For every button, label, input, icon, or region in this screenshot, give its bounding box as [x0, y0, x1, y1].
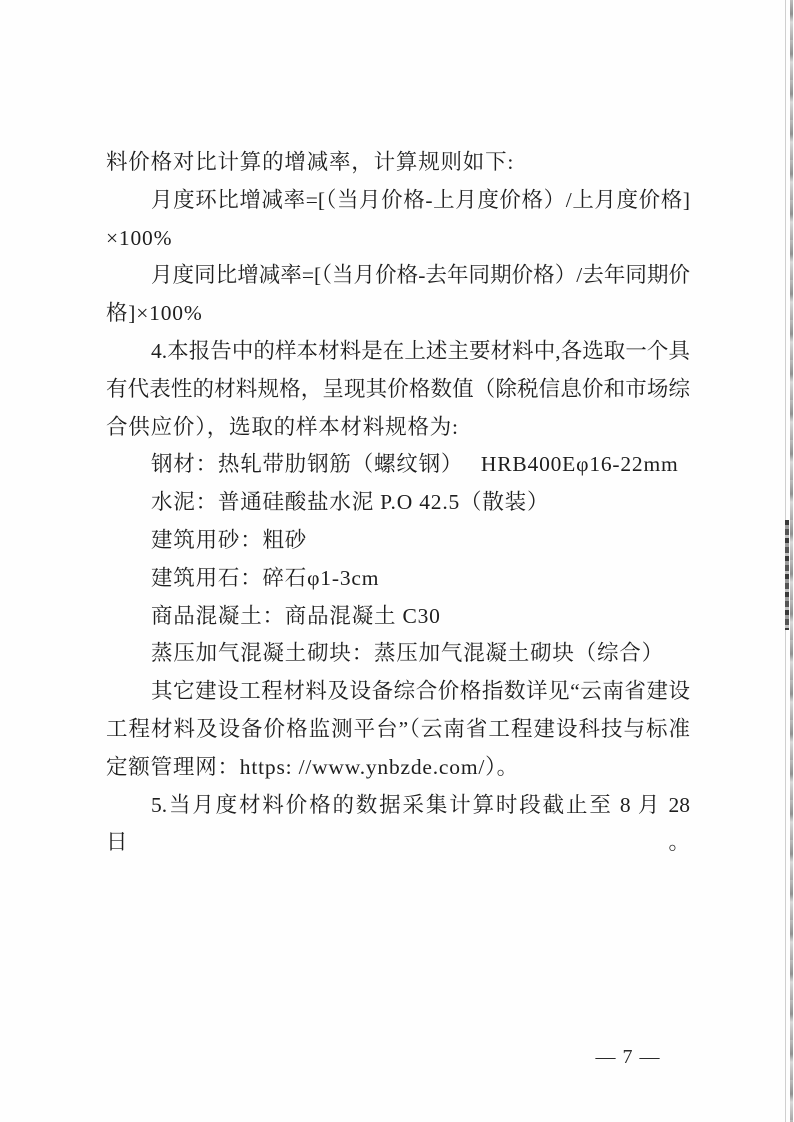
scan-edge-artifact	[790, 0, 793, 1122]
material-spec-line: 蒸压加气混凝土砌块：蒸压加气混凝土砌块（综合）	[151, 641, 664, 666]
formula-line: 格]×100%	[106, 301, 203, 326]
paragraph-line: 4.本报告中的样本材料是在上述主要材料中,各选取一个具	[151, 338, 690, 363]
page-number: — 7 —	[595, 1046, 661, 1068]
material-spec-line: 水泥：普通硅酸盐水泥 P.O 42.5（散装）	[151, 490, 550, 515]
paragraph-line: 料价格对比计算的增减率，计算规则如下:	[106, 150, 515, 174]
formula-line: 月度环比增减率=[（当月价格-上月度价格）/上月度价格]	[151, 187, 690, 212]
paragraph-line: 其它建设工程材料及设备综合价格指数详见“云南省建设	[151, 679, 690, 704]
paragraph-line: 合供应价），选取的样本材料规格为:	[106, 414, 459, 439]
paragraph-line: 5.当月度材料价格的数据采集计算时段截止至 8 月 28 日。	[106, 792, 690, 855]
material-spec-line: 建筑用砂：粗砂	[151, 527, 308, 552]
scan-blotch-artifact	[785, 520, 789, 630]
formula-line: 月度同比增减率=[（当月价格-去年同期价格）/去年同期价	[151, 263, 690, 288]
material-spec-line: 商品混凝土：商品混凝土 C30	[151, 603, 441, 628]
formula-line: ×100%	[106, 225, 173, 250]
paragraph-line: 定额管理网：https: //www.ynbzde.com/）。	[106, 754, 519, 779]
material-spec-line: 钢材：热轧带肋钢筋（螺纹钢） HRB400Eφ16-22mm	[151, 452, 679, 477]
paragraph-line: 工程材料及设备价格监测平台”（云南省工程建设科技与标准	[106, 716, 690, 741]
paragraph-line: 有代表性的材料规格，呈现其价格数值（除税信息价和市场综	[106, 376, 690, 401]
material-spec-line: 建筑用石：碎石φ1-3cm	[151, 565, 380, 590]
document-body	[106, 144, 690, 855]
